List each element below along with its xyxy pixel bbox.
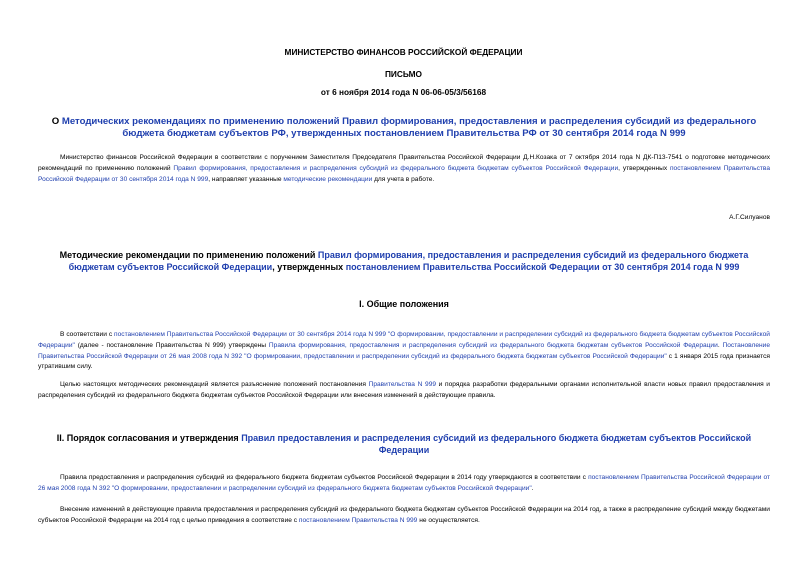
title-prefix: О bbox=[51, 116, 62, 127]
rec-title-resolution-link[interactable]: постановлением Правительства Российской Федерации от 30 сентября 2014 года N 999 bbox=[345, 261, 740, 272]
s1p1-text-1: В соответствии с bbox=[60, 331, 115, 338]
recommendations-link[interactable]: методические рекомендации bbox=[283, 175, 373, 183]
title-link[interactable]: Методических рекомендациях по применению положений Правил формирования, предоставления и распределения субсидий из федерального бюджета бюджетам субъектов РФ, утвержденных постановлением Правительства РФ от 30 сентября 2014 года N 999 bbox=[61, 116, 757, 139]
s1p2-resolution-999-link[interactable]: Правительства N 999 bbox=[368, 381, 437, 388]
rules-link[interactable]: Правил формирования, предоставления и распределения субсидий из федерального бюджета бюджетам субъектов Российской Федерации bbox=[173, 164, 619, 172]
recommendations-title bbox=[38, 250, 770, 273]
section-1-paragraph-1 bbox=[38, 330, 770, 373]
document-type: ПИСЬМО bbox=[384, 69, 423, 79]
rec-title-rules-link[interactable]: Правил формирования, предоставления и распределения субсидий из федерального бюджета бюджетам субъектов Российской Федерации bbox=[68, 250, 749, 272]
ministry-header: МИНИСТЕРСТВО ФИНАНСОВ РОССИЙСКОЙ ФЕДЕРАЦИИ bbox=[284, 47, 523, 57]
intro-text-2: , утвержденных bbox=[618, 164, 670, 172]
s2p2-resolution-999-link[interactable]: постановлением Правительства N 999 bbox=[298, 516, 418, 524]
section-1-heading: I. Общие положения bbox=[359, 299, 449, 309]
intro-text-1: Министерство финансов Российской Федерации в соответствии с поручением Заместителя Председателя Правительства Российской Федерации Д.Н.Козака от 7 октября 2014 года N ДК-П13-7541 о подготовке методических рекомендаций по применению положений bbox=[38, 154, 770, 172]
s2p1-text-1: Правила предоставления и распределения субсидий из федерального бюджета бюджетам субъектов Российской Федерации в 2014 году утверждаются в соответствии с bbox=[60, 474, 589, 481]
rec-title-text-1: Методические рекомендации по применению положений bbox=[59, 250, 318, 260]
s1p1-rules-link[interactable]: Правила формирования, предоставления и распределения субсидий из федерального бюджета бюджетам субъектов Российской Федерации bbox=[268, 341, 718, 349]
resolution-999-link[interactable]: постановлением Правительства Российской Федерации от 30 сентября 2014 года N 999 bbox=[38, 164, 770, 183]
s1p1-text-3: . bbox=[717, 341, 723, 349]
section-2-heading bbox=[38, 433, 770, 456]
s1p2-text-2: и порядка разработки федеральными органами исполнительной власти новых правил предоставления и распределения субсидий из федерального бюджета бюджетам субъектов Российской Федерации или внесения изменений в действующие правила. bbox=[38, 381, 770, 399]
section-2-paragraph-1 bbox=[38, 473, 770, 495]
s1p1-resolution-392-link[interactable]: Постановление Правительства Российской Федерации от 26 мая 2008 года N 392 "О формировании, предоставлении и распределении субсидий из федерального бюджета бюджетам субъектов Российской Федерации" bbox=[38, 341, 770, 360]
section-2-paragraph-2 bbox=[38, 505, 770, 527]
intro-paragraph bbox=[38, 153, 770, 185]
signature: А.Г.Силуанов bbox=[729, 214, 770, 221]
s1p1-text-4: с 1 января 2015 года признается утратившим силу. bbox=[38, 352, 770, 371]
section-2-prefix: II. Порядок согласования и утверждения bbox=[56, 433, 242, 443]
s1p1-resolution-999-link[interactable]: постановлением Правительства Российской Федерации от 30 сентября 2014 года N 999 "О формировании, предоставлении и распределении субсидий из федерального бюджета бюджетам субъектов Российской Федерации" bbox=[38, 331, 770, 349]
s2p2-text-1: Внесение изменений в действующие правила предоставления и распределения субсидий из федерального бюджета бюджетам субъектов Российской Федерации на 2014 год, а также в распределение субсидий между бюджетами субъектов Российской Федерации на 2014 год с целью приведения в соответствие с bbox=[38, 506, 770, 524]
s2p1-resolution-392-link[interactable]: постановлением Правительства Российской Федерации от 26 мая 2008 года N 392 "О формировании, предоставлении и распределении субсидий из федерального бюджета бюджетам субъектов Российской Федерации" bbox=[38, 474, 771, 492]
rec-title-text-2: , утвержденных bbox=[272, 261, 346, 272]
document-title bbox=[38, 116, 770, 140]
intro-text-3: , направляет указанные bbox=[208, 175, 284, 183]
s2p2-text-2: не осуществляется. bbox=[417, 516, 480, 524]
section-2-rules-link[interactable]: Правил предоставления и распределения субсидий из федерального бюджета бюджетам субъектов Российской Федерации bbox=[241, 433, 752, 455]
document-date-number: от 6 ноября 2014 года N 06-06-05/3/56168 bbox=[320, 87, 487, 97]
s2p1-text-2: . bbox=[531, 484, 534, 492]
s1p2-text-1: Целью настоящих методических рекомендаций является разъяснение положений постановления bbox=[60, 381, 369, 388]
s1p1-text-2: (далее - постановление Правительства N 999) утверждены bbox=[74, 341, 269, 349]
section-1-paragraph-2 bbox=[38, 380, 770, 402]
intro-text-4: для учета в работе. bbox=[372, 175, 435, 183]
